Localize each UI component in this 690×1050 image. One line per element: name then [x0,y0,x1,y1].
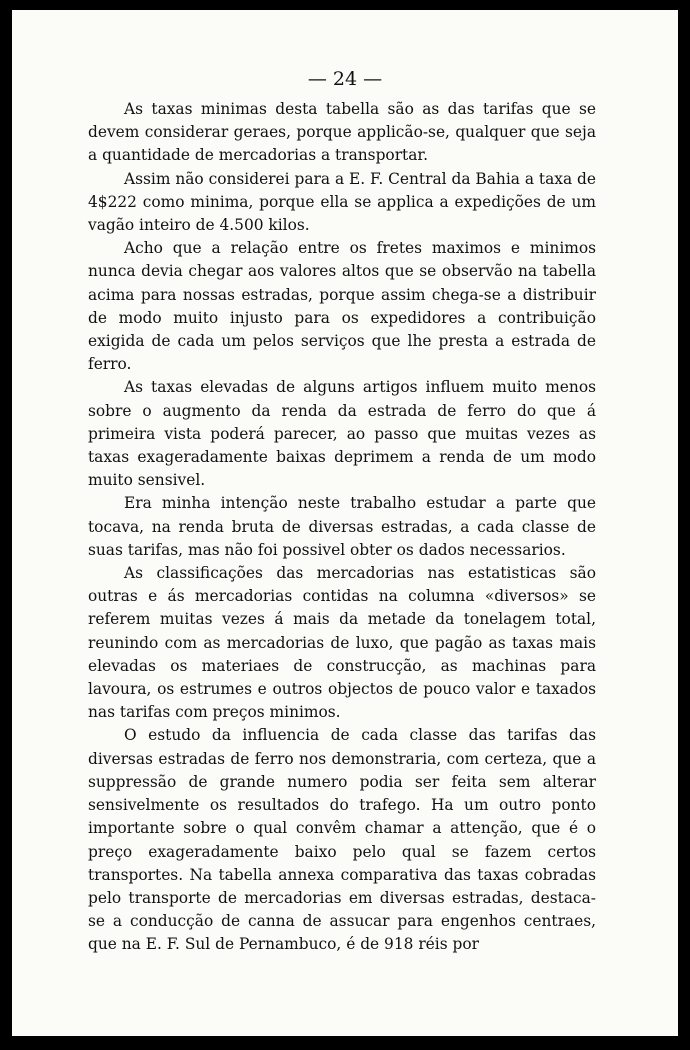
paragraph-4: As taxas elevadas de alguns artigos influem muito menos sobre o augmento da renda da estrada de ferro do que á primeira vista poderá parecer, ao passo que muitas vezes as taxas exageradamente baixas deprimem a renda de um modo muito sensivel. [88,378,596,490]
paragraph-7: O estudo da influencia de cada classe das tarifas das diversas estradas de ferro nos demonstraria, com certeza, que a suppressão de grande numero podia ser feita sem alterar sensivelmente os resultados do trafego. Ha um outro ponto importante sobre o qual convêm chamar a attenção, que é o preço exageradamente baixo pelo qual se fazem certos transportes. Na tabella annexa comparativa das taxas cobradas pelo transporte de mercadorias em diversas estradas, destaca-se a conducção de canna de assucar para engenhos centraes, que na E. F. Sul de Pernambuco, é de 918 réis por [88,726,596,954]
page-number: — 24 — [307,68,383,90]
book-page [12,10,678,1036]
body-text [88,98,596,957]
paragraph-5: Era minha intenção neste trabalho estudar a parte que tocava, na renda bruta de diversas estradas, a cada classe de suas tarifas, mas não foi possivel obter os dados necessarios. [88,494,596,559]
paragraph-3: Acho que a relação entre os fretes maximos e minimos nunca devia chegar aos valores altos que se observão na tabella acima para nossas estradas, porque assim chega-se a distribuir de modo muito injusto para os expedidores a contribuição exigida de cada um pelos serviços que lhe presta a estrada de ferro. [88,239,596,374]
paragraph-1: As taxas minimas desta tabella são as das tarifas que se devem considerar geraes, porque applicão-se, qualquer que seja a quantidade de mercadorias a transportar. [88,100,596,165]
paragraph-6: As classificações das mercadorias nas estatisticas são outras e ás mercadorias contidas na columna «diversos» se referem muitas vezes á mais da metade da tonelagem total, reunindo com as mercadorias de luxo, que pagão as taxas mais elevadas os materiaes de construcção, as machinas para lavoura, os estrumes e outros objectos de pouco valor e taxados nas tarifas com preços minimos. [88,564,596,722]
paragraph-2: Assim não considerei para a E. F. Central da Bahia a taxa de 4$222 como minima, porque ella se applica a expedições de um vagão inteiro de 4.500 kilos. [88,169,596,235]
